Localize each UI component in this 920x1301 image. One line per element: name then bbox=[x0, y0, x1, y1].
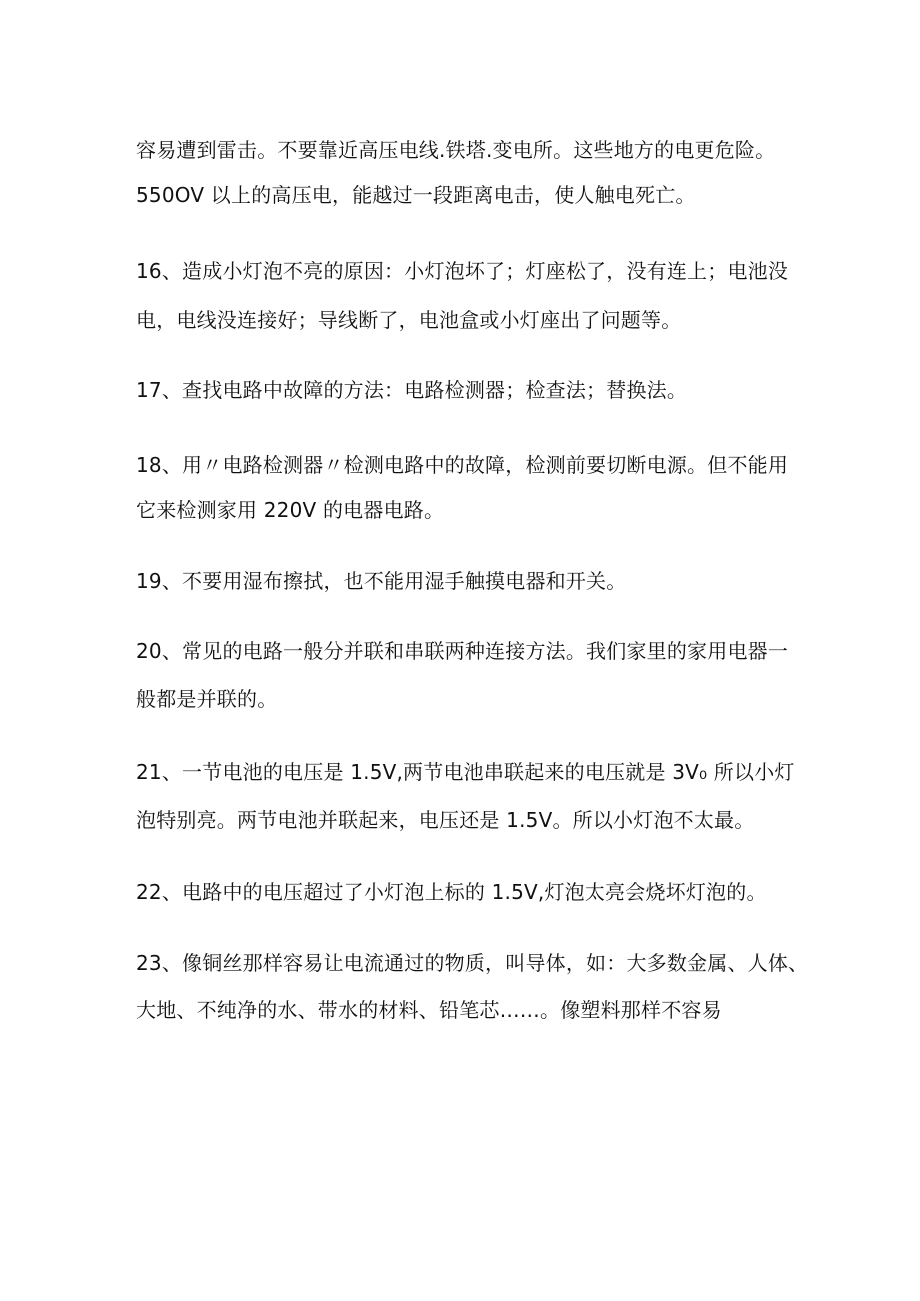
text-line: 550OV 以上的高压电，能越过一段距离电击，使人触电死亡。 bbox=[136, 183, 696, 207]
text-line: 大地、不纯净的水、带水的材料、铅笔芯……。像塑料那样不容易 bbox=[136, 998, 722, 1022]
text-line: 它来检测家用 220V 的电器电路。 bbox=[136, 498, 445, 522]
text-line: 般都是并联的。 bbox=[136, 687, 278, 711]
text-line: 16、造成小灯泡不亮的原因：小灯泡坏了；灯座松了，没有连上；电池没 bbox=[136, 259, 789, 283]
text-line: 18、用〃电路检测器〃检测电路中的故障，检测前要切断电源。但不能用 bbox=[136, 453, 789, 477]
text-line: 20、常见的电路一般分并联和串联两种连接方法。我们家里的家用电器一 bbox=[136, 639, 789, 663]
text-line: 容易遭到雷击。不要靠近高压电线.铁塔.变电所。这些地方的电更危险。 bbox=[136, 138, 776, 162]
text-line: 电，电线没连接好；导线断了，电池盒或小灯座出了问题等。 bbox=[136, 308, 682, 332]
text-line: 19、不要用湿布擦拭，也不能用湿手触摸电器和开关。 bbox=[136, 569, 627, 593]
text-line: 21、一节电池的电压是 1.5V,两节电池串联起来的电压就是 3V₀ 所以小灯 bbox=[136, 760, 795, 784]
text-line: 22、电路中的电压超过了小灯泡上标的 1.5V,灯泡太亮会烧坏灯泡的。 bbox=[136, 880, 767, 904]
text-line: 17、查找电路中故障的方法：电路检测器；检查法；替换法。 bbox=[136, 378, 688, 402]
text-line: 23、像铜丝那样容易让电流通过的物质，叫导体，如：大多数金属、人体、 bbox=[136, 951, 809, 975]
text-line: 泡特别亮。两节电池并联起来，电压还是 1.5V。所以小灯泡不太最。 bbox=[136, 808, 755, 832]
